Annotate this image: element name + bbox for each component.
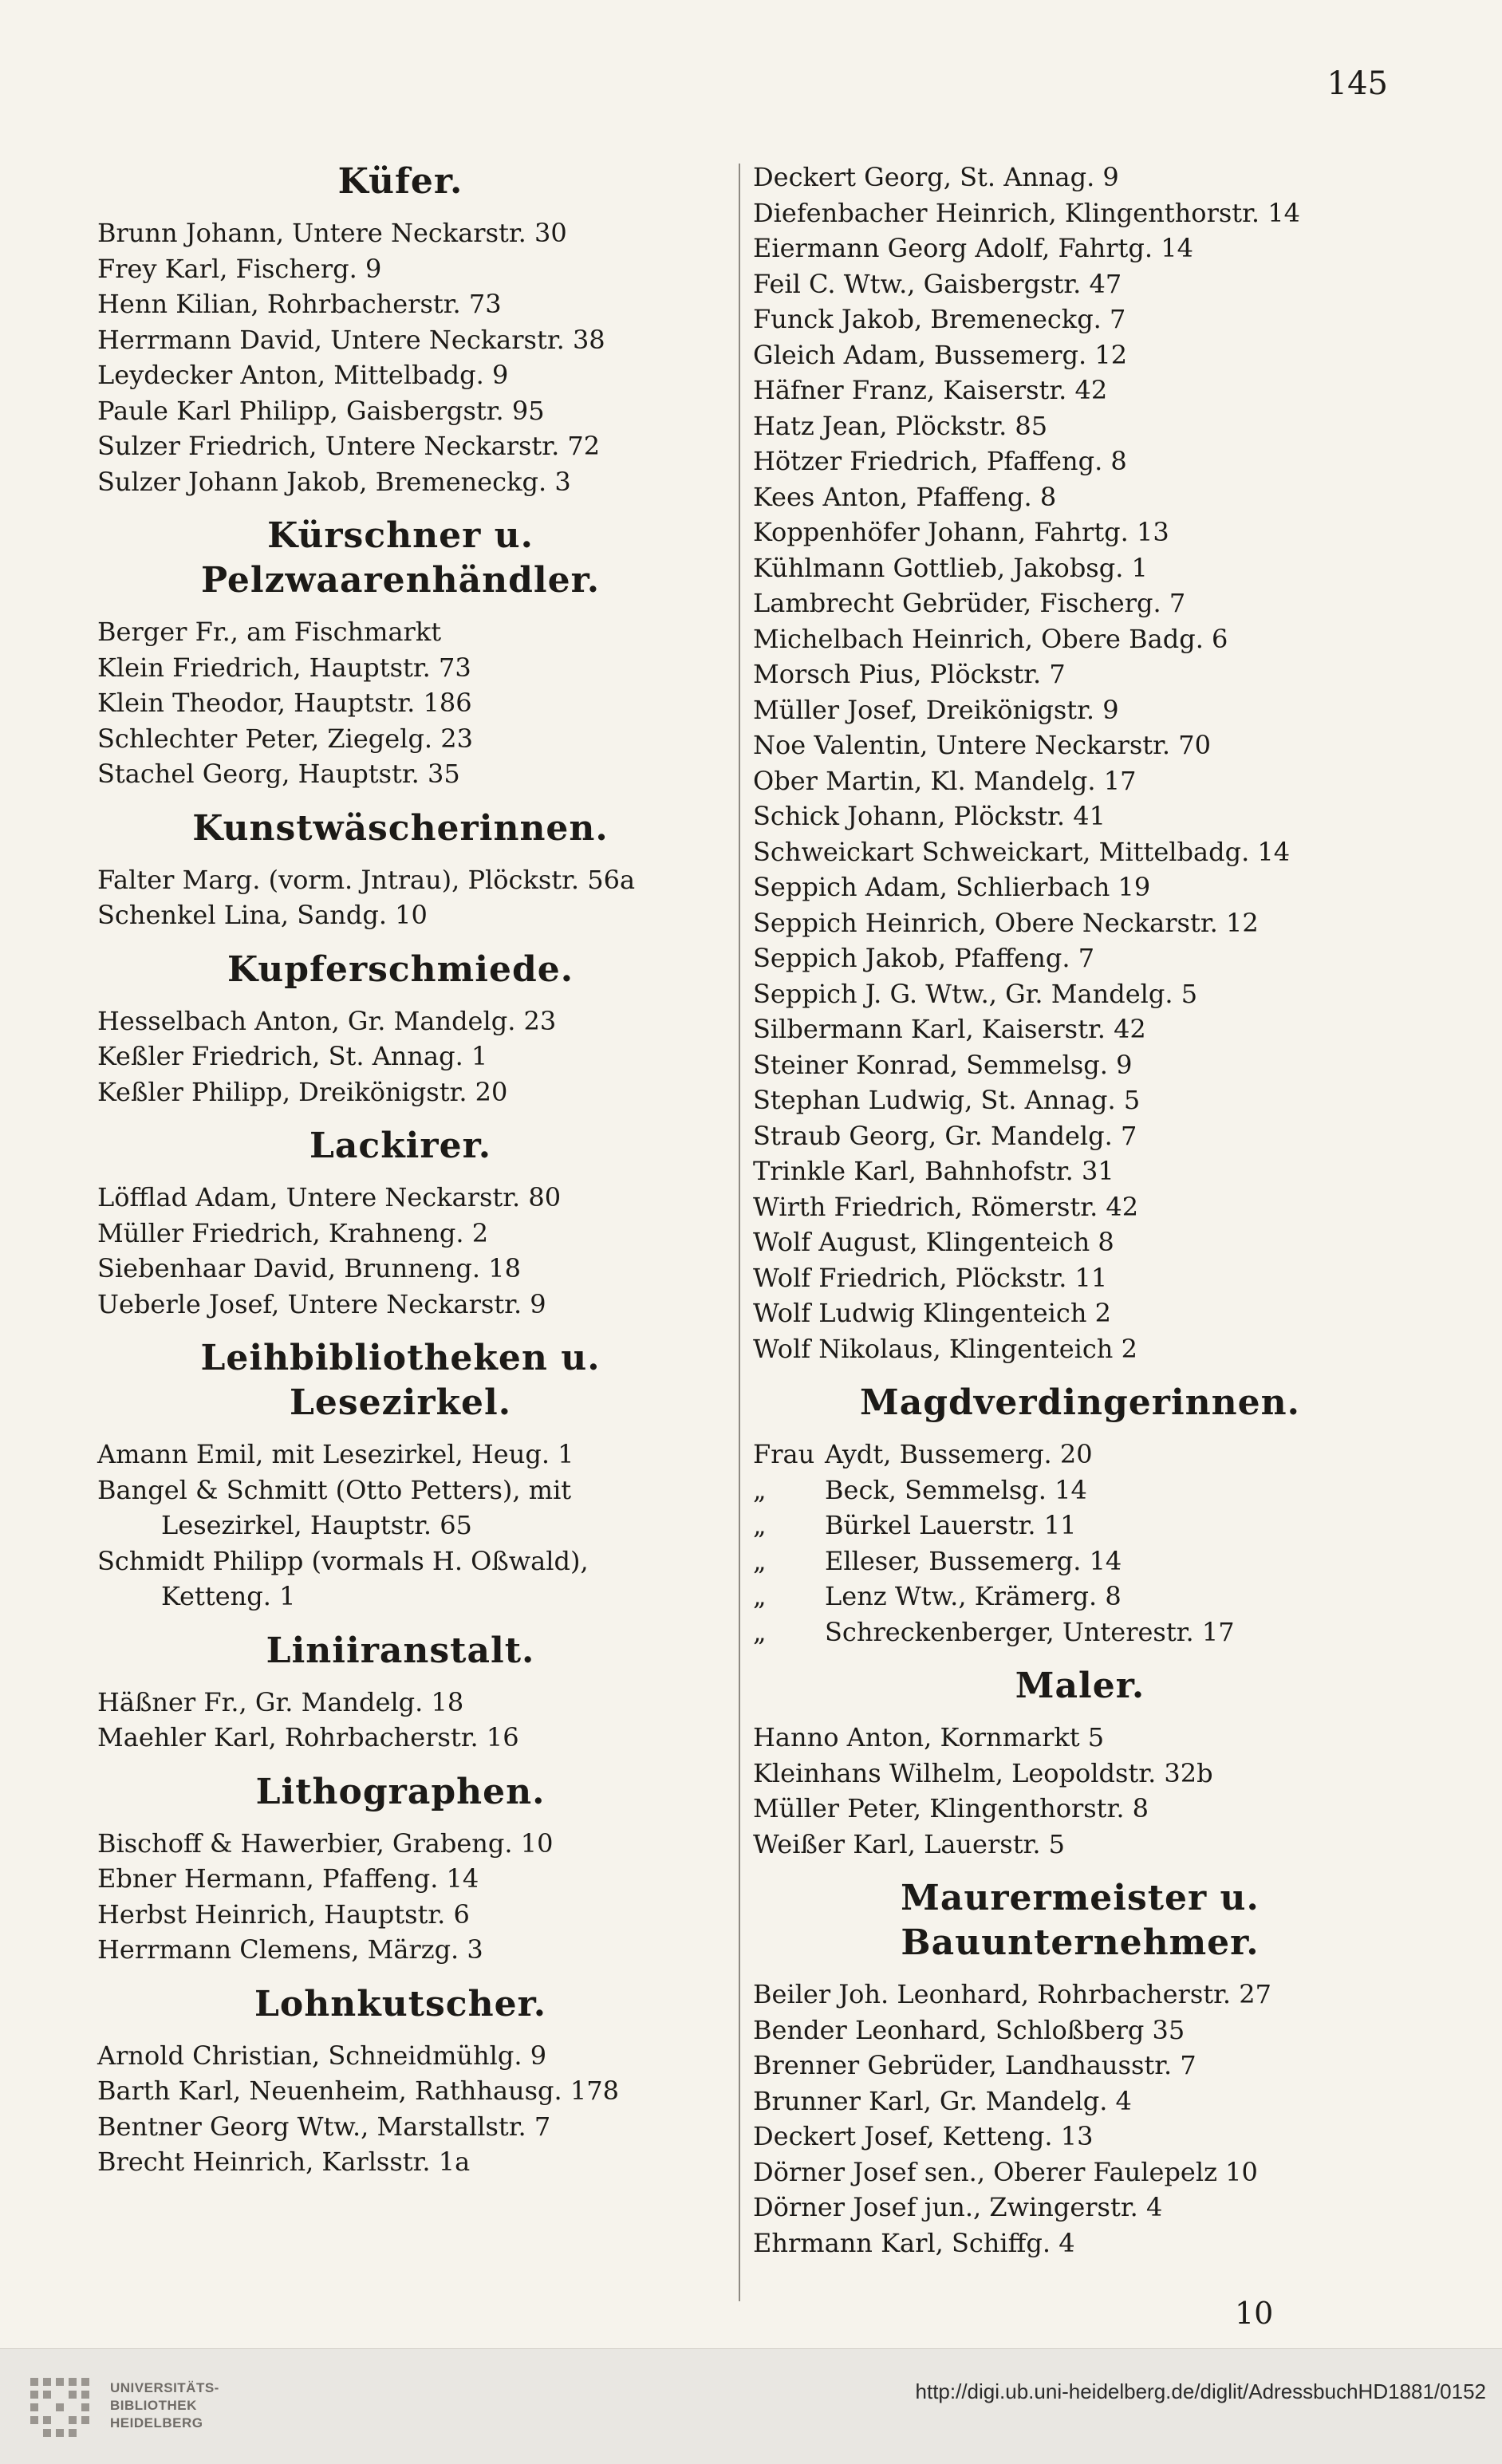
directory-entry: Klein Theodor, Hauptstr. 186 xyxy=(97,688,472,718)
directory-entry xyxy=(753,1579,1407,1614)
entry-text: Aydt, Bussemerg. 20 xyxy=(825,1439,1093,1469)
directory-entry: Seppich Jakob, Pfaffeng. 7 xyxy=(753,943,1095,973)
directory-entry: Maehler Karl, Rohrbacherstr. 16 xyxy=(97,1722,519,1752)
directory-entry: Sulzer Friedrich, Untere Neckarstr. 72 xyxy=(97,431,601,461)
directory-entry: Klein Friedrich, Hauptstr. 73 xyxy=(97,652,471,683)
entry-text: Beck, Semmelsg. 14 xyxy=(825,1474,1087,1505)
section-heading: Kupferschmiede. xyxy=(227,948,574,990)
directory-entry: Müller Peter, Klingenthorstr. 8 xyxy=(753,1793,1149,1823)
section-heading: Lackirer. xyxy=(309,1126,492,1166)
section-heading: Küfer. xyxy=(337,161,463,202)
directory-entry: Ebner Hermann, Pfaffeng. 14 xyxy=(97,1863,479,1894)
directory-entry: Feil C. Wtw., Gaisbergstr. 47 xyxy=(753,268,1122,299)
directory-entry: Hanno Anton, Kornmarkt 5 xyxy=(753,1722,1105,1752)
directory-entry xyxy=(753,1614,1407,1650)
directory-section xyxy=(753,1664,1407,1862)
entry-text: Elleser, Bussemerg. 14 xyxy=(825,1545,1122,1576)
directory-entry: Kees Anton, Pfaffeng. 8 xyxy=(753,481,1057,512)
entry-text: Schreckenberger, Unterestr. 17 xyxy=(825,1616,1235,1647)
directory-entry: Dörner Josef sen., Oberer Faulepelz 10 xyxy=(753,2156,1258,2187)
directory-entry: Bentner Georg Wtw., Marstallstr. 7 xyxy=(97,2111,551,2142)
directory-entry: Diefenbacher Heinrich, Klingenthorstr. 14 xyxy=(753,197,1300,228)
section-heading: Magdverdingerinnen. xyxy=(860,1382,1300,1423)
directory-section xyxy=(97,1982,704,2180)
directory-entry: Herbst Heinrich, Hauptstr. 6 xyxy=(97,1898,470,1930)
directory-entry: Wolf Nikolaus, Klingenteich 2 xyxy=(753,1333,1137,1364)
directory-entry: Straub Georg, Gr. Mandelg. 7 xyxy=(753,1120,1137,1151)
directory-entry: Lambrecht Gebrüder, Fischerg. 7 xyxy=(753,588,1186,618)
directory-entry: Lesezirkel, Hauptstr. 65 xyxy=(161,1510,472,1540)
entry-prefix: „ xyxy=(753,1581,767,1611)
directory-entry: Arnold Christian, Schneidmühlg. 9 xyxy=(97,2040,547,2071)
directory-entry xyxy=(753,1543,1407,1579)
directory-section xyxy=(97,1770,704,1968)
directory-section xyxy=(753,1876,1407,2261)
bottom-page-number: 10 xyxy=(1235,2296,1274,2331)
directory-entry: Wolf Friedrich, Plöckstr. 11 xyxy=(753,1262,1108,1293)
directory-entry: Deckert Josef, Ketteng. 13 xyxy=(753,2121,1094,2151)
entry-prefix: „ xyxy=(753,1510,767,1540)
directory-entry: Häfner Franz, Kaiserstr. 42 xyxy=(753,375,1108,405)
directory-entry: Brunn Johann, Untere Neckarstr. 30 xyxy=(97,218,567,248)
directory-entry: Schlechter Peter, Ziegelg. 23 xyxy=(97,723,473,754)
directory-entry: Ober Martin, Kl. Mandelg. 17 xyxy=(753,765,1137,796)
directory-entry: Müller Josef, Dreikönigstr. 9 xyxy=(753,694,1119,725)
column-divider xyxy=(739,164,740,2301)
directory-section xyxy=(97,514,704,792)
directory-entry: Brunner Karl, Gr. Mandelg. 4 xyxy=(753,2085,1132,2116)
section-heading: Maurermeister u. Bauunternehmer. xyxy=(901,1878,1260,1963)
directory-entry: Schmidt Philipp (vormals H. Oßwald), xyxy=(97,1545,589,1576)
directory-entry: Hatz Jean, Plöckstr. 85 xyxy=(753,410,1048,441)
directory-entry: Bender Leonhard, Schloßberg 35 xyxy=(753,2014,1185,2045)
directory-entry: Hesselbach Anton, Gr. Mandelg. 23 xyxy=(97,1005,557,1036)
directory-entry: Keßler Philipp, Dreikönigstr. 20 xyxy=(97,1076,508,1107)
left-column xyxy=(97,160,704,2180)
directory-entry xyxy=(753,1472,1407,1508)
directory-entry: Sulzer Johann Jakob, Bremeneckg. 3 xyxy=(97,466,571,497)
directory-entry: Morsch Pius, Plöckstr. 7 xyxy=(753,659,1066,689)
directory-entry: Wolf August, Klingenteich 8 xyxy=(753,1227,1114,1257)
section-heading: Maler. xyxy=(1015,1666,1145,1706)
directory-entry: Noe Valentin, Untere Neckarstr. 70 xyxy=(753,730,1211,760)
directory-entry: Stachel Georg, Hauptstr. 35 xyxy=(97,759,460,789)
directory-entry: Wolf Ludwig Klingenteich 2 xyxy=(753,1298,1111,1328)
directory-entry: Herrmann David, Untere Neckarstr. 38 xyxy=(97,324,605,355)
directory-section xyxy=(97,948,704,1110)
directory-entry: Schick Johann, Plöckstr. 41 xyxy=(753,801,1106,831)
directory-entry: Hötzer Friedrich, Pfaffeng. 8 xyxy=(753,446,1127,476)
directory-section xyxy=(753,1381,1407,1650)
directory-entry: Seppich Heinrich, Obere Neckarstr. 12 xyxy=(753,907,1259,938)
directory-entry: Frey Karl, Fischerg. 9 xyxy=(97,253,382,284)
library-name xyxy=(110,2379,219,2432)
directory-entry: Seppich J. G. Wtw., Gr. Mandelg. 5 xyxy=(753,978,1198,1009)
section-heading: Kürschner u. Pelzwaarenhändler. xyxy=(200,515,601,601)
directory-section xyxy=(753,160,1407,1366)
directory-entry: Michelbach Heinrich, Obere Badg. 6 xyxy=(753,623,1228,654)
directory-entry: Seppich Adam, Schlierbach 19 xyxy=(753,872,1151,902)
directory-entry: Barth Karl, Neuenheim, Rathhausg. 178 xyxy=(97,2076,619,2106)
directory-entry: Koppenhöfer Johann, Fahrtg. 13 xyxy=(753,517,1169,547)
directory-entry: Häßner Fr., Gr. Mandelg. 18 xyxy=(97,1686,464,1717)
directory-entry: Wirth Friedrich, Römerstr. 42 xyxy=(753,1191,1139,1222)
source-url-link[interactable]: http://digi.ub.uni-heidelberg.de/diglit/AdressbuchHD1881/0152 xyxy=(915,2379,1486,2403)
directory-entry: Trinkle Karl, Bahnhofstr. 31 xyxy=(753,1156,1114,1186)
library-name-line: BIBLIOTHEK xyxy=(110,2398,197,2413)
footer-bar xyxy=(0,2348,1502,2464)
page-number: 145 xyxy=(1327,65,1388,102)
directory-entry: Ketteng. 1 xyxy=(161,1581,296,1611)
directory-entry: Kleinhans Wilhelm, Leopoldstr. 32b xyxy=(753,1757,1213,1788)
directory-entry: Falter Marg. (vorm. Jntrau), Plöckstr. 56a xyxy=(97,864,636,895)
directory-entry: Kühlmann Gottlieb, Jakobsg. 1 xyxy=(753,552,1148,583)
directory-entry: Henn Kilian, Rohrbacherstr. 73 xyxy=(97,289,502,319)
directory-entry: Siebenhaar David, Brunneng. 18 xyxy=(97,1253,521,1283)
right-column xyxy=(753,160,1407,2261)
directory-entry: Schweickart Schweickart, Mittelbadg. 14 xyxy=(753,836,1291,867)
section-heading: Liniiranstalt. xyxy=(266,1630,535,1671)
directory-entry: Keßler Friedrich, St. Annag. 1 xyxy=(97,1041,488,1071)
directory-entry xyxy=(753,1508,1407,1543)
directory-entry: Brenner Gebrüder, Landhausstr. 7 xyxy=(753,2050,1196,2080)
directory-entry: Silbermann Karl, Kaiserstr. 42 xyxy=(753,1014,1146,1044)
directory-entry: Bangel & Schmitt (Otto Petters), mit xyxy=(97,1474,572,1505)
section-heading: Leihbibliotheken u. Lesezirkel. xyxy=(200,1338,601,1423)
directory-entry: Dörner Josef jun., Zwingerstr. 4 xyxy=(753,2192,1163,2222)
directory-entry: Bischoff & Hawerbier, Grabeng. 10 xyxy=(97,1827,554,1859)
directory-entry xyxy=(753,1437,1407,1472)
directory-entry: Amann Emil, mit Lesezirkel, Heug. 1 xyxy=(97,1439,574,1469)
directory-entry: Ueberle Josef, Untere Neckarstr. 9 xyxy=(97,1288,546,1319)
section-heading: Lithographen. xyxy=(255,1771,546,1812)
directory-entry: Eiermann Georg Adolf, Fahrtg. 14 xyxy=(753,233,1193,263)
directory-entry: Beiler Joh. Leonhard, Rohrbacherstr. 27 xyxy=(753,1979,1271,2009)
directory-entry: Ehrmann Karl, Schiffg. 4 xyxy=(753,2227,1075,2258)
section-heading: Lohnkutscher. xyxy=(254,1983,547,2024)
directory-entry: Schenkel Lina, Sandg. 10 xyxy=(97,900,428,930)
entry-prefix: Frau xyxy=(753,1439,815,1469)
directory-entry: Leydecker Anton, Mittelbadg. 9 xyxy=(97,360,509,390)
entry-prefix: „ xyxy=(753,1474,767,1505)
directory-entry: Weißer Karl, Lauerstr. 5 xyxy=(753,1828,1066,1859)
directory-entry: Steiner Konrad, Semmelsg. 9 xyxy=(753,1049,1133,1080)
directory-entry: Stephan Ludwig, St. Annag. 5 xyxy=(753,1085,1141,1115)
directory-section xyxy=(97,1629,704,1756)
directory-entry: Müller Friedrich, Krahneng. 2 xyxy=(97,1217,489,1248)
directory-entry: Herrmann Clemens, Märzg. 3 xyxy=(97,1934,483,1965)
entry-text: Lenz Wtw., Krämerg. 8 xyxy=(825,1581,1122,1611)
entry-prefix: „ xyxy=(753,1545,767,1576)
library-logo-icon xyxy=(26,2370,97,2442)
directory-section xyxy=(97,1336,704,1614)
entry-text: Bürkel Lauerstr. 11 xyxy=(825,1510,1077,1540)
directory-entry: Löfflad Adam, Untere Neckarstr. 80 xyxy=(97,1182,562,1212)
directory-entry: Deckert Georg, St. Annag. 9 xyxy=(753,162,1119,192)
directory-section xyxy=(97,806,704,933)
directory-entry: Brecht Heinrich, Karlsstr. 1a xyxy=(97,2147,471,2177)
directory-entry: Paule Karl Philipp, Gaisbergstr. 95 xyxy=(97,395,545,426)
directory-section xyxy=(97,160,704,499)
directory-section xyxy=(97,1124,704,1322)
directory-entry: Berger Fr., am Fischmarkt xyxy=(97,617,442,647)
library-name-line: HEIDELBERG xyxy=(110,2415,203,2430)
entry-prefix: „ xyxy=(753,1616,767,1647)
library-name-line: UNIVERSITÄTS- xyxy=(110,2380,219,2395)
section-heading: Kunstwäscherinnen. xyxy=(192,807,609,849)
directory-entry: Gleich Adam, Bussemerg. 12 xyxy=(753,339,1128,370)
directory-entry: Funck Jakob, Bremeneckg. 7 xyxy=(753,304,1126,334)
